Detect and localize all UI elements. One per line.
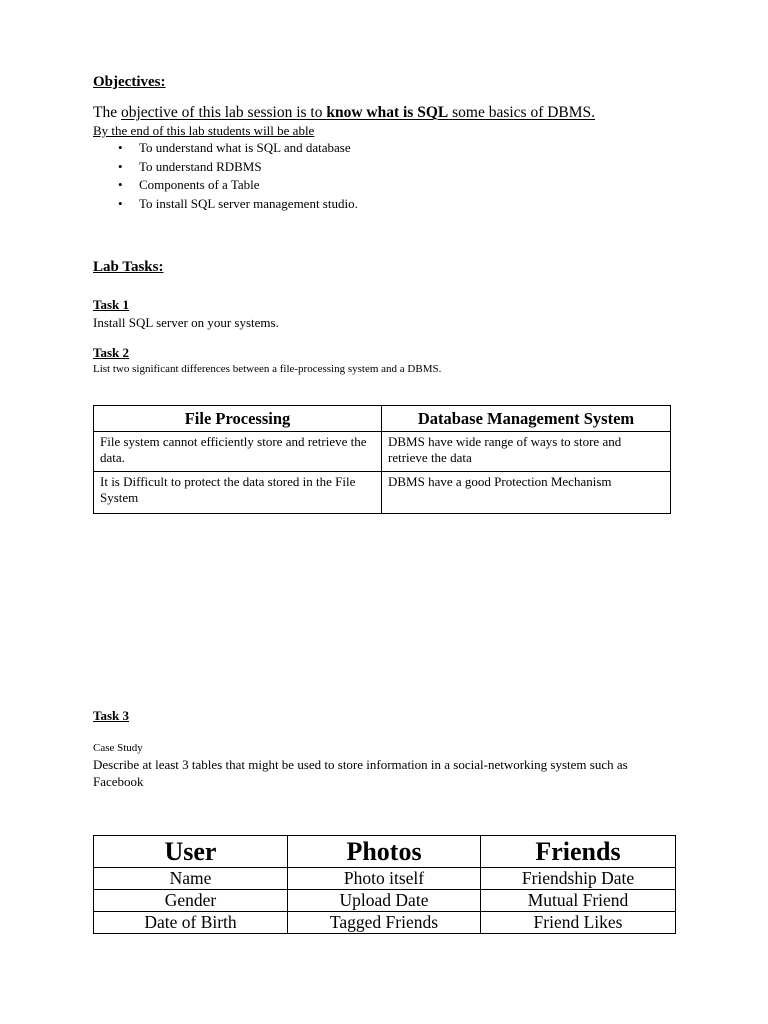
table-cell: Upload Date <box>288 890 481 912</box>
social-header-row <box>94 836 676 868</box>
task2-text: List two significant differences between a file-processing system and a DBMS. <box>93 363 442 375</box>
table-cell: Friend Likes <box>481 912 676 934</box>
intro-prefix: The <box>93 104 121 121</box>
objective-item: • Components of a Table <box>118 176 358 195</box>
table-cell: Tagged Friends <box>288 912 481 934</box>
task3-text: Describe at least 3 tables that might be used to store information in a social-networking system such as Facebook <box>93 757 628 789</box>
comparison-header-row <box>94 406 671 432</box>
objective-item: • To understand what is SQL and database <box>118 139 358 158</box>
table-cell: Photo itself <box>288 868 481 890</box>
intro-objective: objective of this lab session is to <box>120 104 327 121</box>
table-row <box>94 432 671 472</box>
task1-title: Task 1 <box>93 297 130 312</box>
header-user: User <box>94 836 288 868</box>
social-network-table <box>93 835 676 934</box>
table-row <box>94 472 671 514</box>
objective-item: • To understand RDBMS <box>118 158 358 177</box>
objectives-intro <box>93 103 595 122</box>
table-row <box>94 890 676 912</box>
header-friends: Friends <box>481 836 676 868</box>
table-cell: It is Difficult to protect the data stored in the File System <box>94 472 382 514</box>
objectives-heading: Objectives: <box>93 74 166 90</box>
table-row <box>94 912 676 934</box>
table-cell: DBMS have a good Protection Mechanism <box>382 472 671 514</box>
table-row <box>94 868 676 890</box>
objectives-list <box>118 139 358 213</box>
table-cell: Gender <box>94 890 288 912</box>
table-cell: Name <box>94 868 288 890</box>
objectives-subline: By the end of this lab students will be able <box>93 123 315 138</box>
header-photos: Photos <box>288 836 481 868</box>
header-dbms: Database Management System <box>382 406 671 432</box>
task2-title: Task 2 <box>93 345 130 360</box>
table-cell: Mutual Friend <box>481 890 676 912</box>
table-cell: DBMS have wide range of ways to store and retrieve the data <box>382 432 671 472</box>
task1-text: Install SQL server on your systems. <box>93 315 279 330</box>
lab-tasks-heading: Lab Tasks: <box>93 259 164 275</box>
table-cell: Date of Birth <box>94 912 288 934</box>
table-cell: Friendship Date <box>481 868 676 890</box>
comparison-table <box>93 405 671 514</box>
task3-label: Case Study <box>93 742 143 754</box>
header-file-processing: File Processing <box>94 406 382 432</box>
objective-item: • To install SQL server management studio. <box>118 195 358 214</box>
intro-dbms: some basics of DBMS. <box>448 104 596 121</box>
table-cell: File system cannot efficiently store and retrieve the data. <box>94 432 382 472</box>
task3-title: Task 3 <box>93 708 130 723</box>
intro-know-sql: know what is SQL <box>326 104 449 121</box>
